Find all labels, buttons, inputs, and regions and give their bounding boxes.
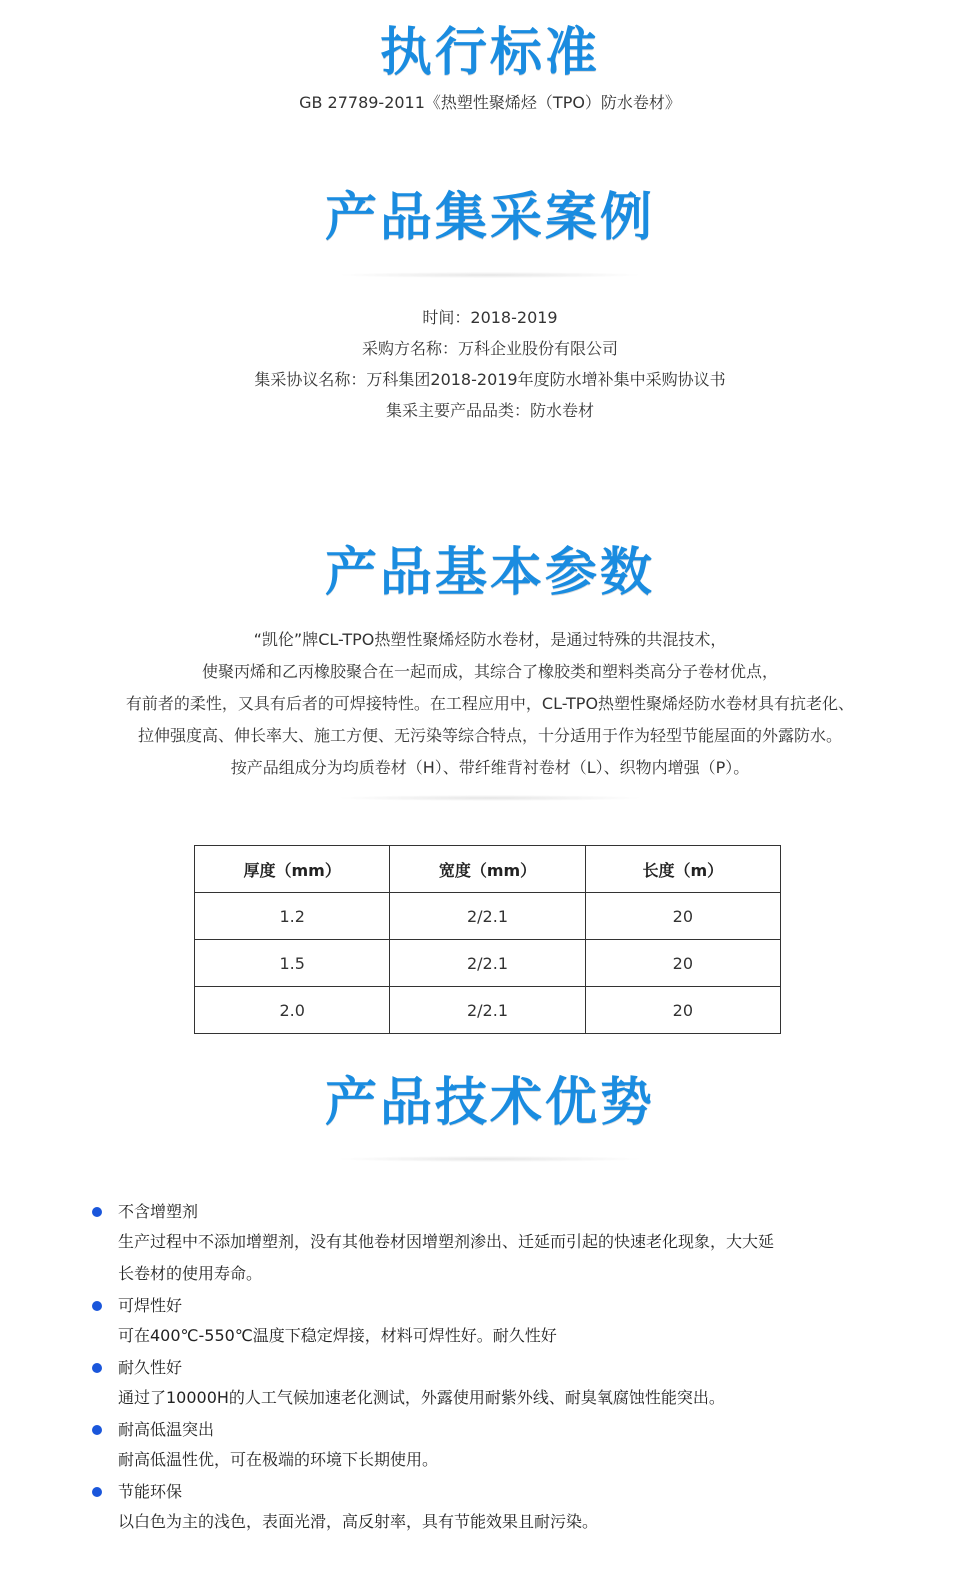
list-item xyxy=(92,1292,892,1352)
advantages-divider xyxy=(340,1156,640,1162)
bullet-icon xyxy=(92,1425,102,1435)
list-item xyxy=(92,1198,892,1290)
cell-thickness: 1.2 xyxy=(195,893,390,940)
advantage-desc-line: 可在400℃-550℃温度下稳定焊接，材料可焊性好。耐久性好 xyxy=(118,1326,557,1345)
params-line: “凯伦”牌CL-TPO热塑性聚烯烃防水卷材，是通过特殊的共混技术， xyxy=(253,630,727,649)
params-line: 拉伸强度高、伸长率大、施工方便、无污染等综合特点，十分适用于作为轻型节能屋面的外露防水。 xyxy=(137,726,842,745)
advantage-desc-line: 生产过程中不添加增塑剂，没有其他卷材因增塑剂渗出、迁延而引起的快速老化现象，大大延 xyxy=(118,1232,775,1251)
advantage-desc xyxy=(118,1382,892,1414)
advantage-title: 耐久性好 xyxy=(118,1358,183,1377)
params-line: 使聚丙烯和乙丙橡胶聚合在一起而成，其综合了橡胶类和塑料类高分子卷材优点， xyxy=(201,662,778,681)
standard-subtitle: GB 27789-2011《热塑性聚烯烃（TPO）防水卷材》 xyxy=(299,93,681,112)
params-line: 按产品组成分为均质卷材（H）、带纤维背衬卷材（L）、织物内增强（P）。 xyxy=(230,758,750,777)
header-thickness: 厚度（mm） xyxy=(195,846,390,893)
advantage-title: 耐高低温突出 xyxy=(118,1420,215,1439)
bullet-icon xyxy=(92,1207,102,1217)
table-row xyxy=(195,940,781,987)
cell-width: 2/2.1 xyxy=(390,987,585,1034)
advantage-desc-line: 以白色为主的浅色，表面光滑，高反射率，具有节能效果且耐污染。 xyxy=(118,1512,599,1531)
cell-width: 2/2.1 xyxy=(390,940,585,987)
table-row xyxy=(195,987,781,1034)
cases-info xyxy=(0,302,980,426)
advantage-desc-line: 耐高低温性优，可在极端的环境下长期使用。 xyxy=(118,1450,439,1469)
advantages-list xyxy=(92,1198,892,1540)
params-description xyxy=(0,624,980,784)
bullet-icon xyxy=(92,1487,102,1497)
standard-title: 执行标准 xyxy=(379,23,600,83)
cell-width: 2/2.1 xyxy=(390,893,585,940)
cell-length: 20 xyxy=(585,940,780,987)
advantage-title: 不含增塑剂 xyxy=(118,1202,199,1221)
header-length: 长度（m） xyxy=(585,846,780,893)
advantage-desc xyxy=(118,1506,892,1538)
list-item xyxy=(92,1478,892,1538)
params-line: 有前者的柔性，又具有后者的可焊接特性。在工程应用中，CL-TPO热塑性聚烯烃防水卷材具有抗老化、 xyxy=(125,694,855,713)
cell-length: 20 xyxy=(585,987,780,1034)
cases-line-category: 集采主要产品品类：防水卷材 xyxy=(385,401,594,420)
list-item xyxy=(92,1416,892,1476)
advantage-title: 节能环保 xyxy=(118,1482,183,1501)
params-divider xyxy=(340,795,640,801)
advantage-title: 可焊性好 xyxy=(118,1296,183,1315)
bullet-icon xyxy=(92,1301,102,1311)
header-width: 宽度（mm） xyxy=(390,846,585,893)
cases-line-buyer: 采购方名称：万科企业股份有限公司 xyxy=(361,339,618,358)
cases-divider xyxy=(340,272,640,278)
cases-line-agreement: 集采协议名称：万科集团2018-2019年度防水增补集中采购协议书 xyxy=(254,370,726,389)
advantage-desc-line: 通过了10000H的人工气候加速老化测试，外露使用耐紫外线、耐臭氧腐蚀性能突出。 xyxy=(118,1388,725,1407)
spec-table xyxy=(194,845,781,1034)
table-row xyxy=(195,893,781,940)
cases-line-time: 时间：2018-2019 xyxy=(422,308,558,327)
advantage-desc-line: 长卷材的使用寿命。 xyxy=(118,1264,263,1283)
cell-length: 20 xyxy=(585,893,780,940)
table-header-row xyxy=(195,846,781,893)
advantages-title: 产品技术优势 xyxy=(324,1073,655,1133)
bullet-icon xyxy=(92,1363,102,1373)
advantage-desc xyxy=(118,1444,892,1476)
cases-title: 产品集采案例 xyxy=(324,188,655,248)
advantage-desc xyxy=(118,1226,892,1290)
params-title: 产品基本参数 xyxy=(324,543,655,603)
cell-thickness: 2.0 xyxy=(195,987,390,1034)
cell-thickness: 1.5 xyxy=(195,940,390,987)
advantage-desc xyxy=(118,1320,892,1352)
list-item xyxy=(92,1354,892,1414)
